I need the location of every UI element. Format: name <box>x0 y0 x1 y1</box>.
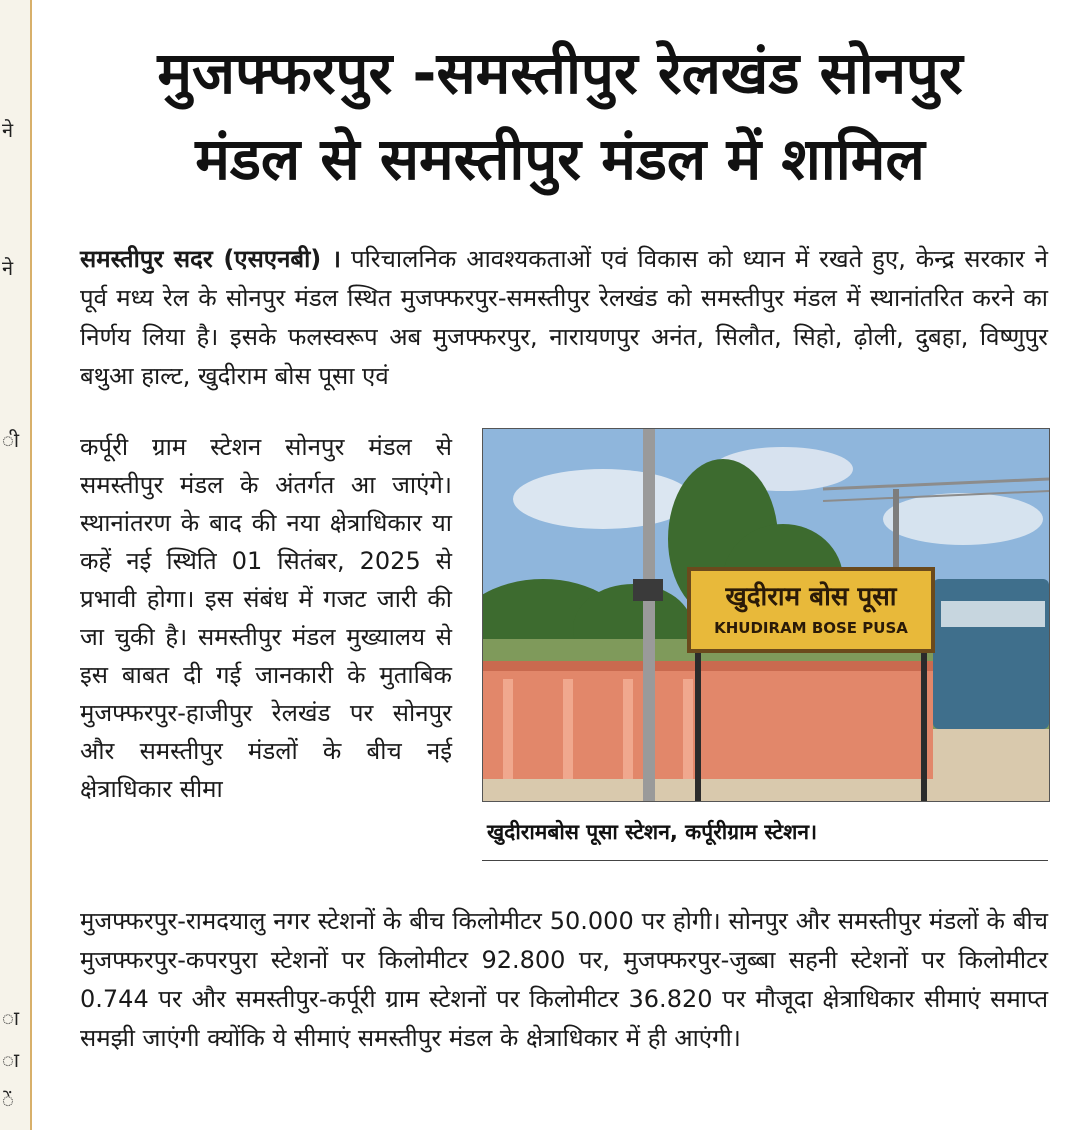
station-sign-hindi: खुदीराम बोस पूसा <box>725 582 897 612</box>
edge-fragment: ें <box>2 1088 14 1112</box>
edge-fragment: ने <box>2 118 14 142</box>
lead-text: परिचालनिक आवश्यकताओं एवं विकास को ध्यान में रखते हुए, केन्द्र सरकार ने पूर्व मध्य रेल के सोनपुर मंडल स्थित मुजफ्फरपुर-समस्तीपुर रेलखंड को समस्तीपुर मंडल में स्थानांतरित करने का निर्णय लिया है। इसके फलस्वरूप अब मुजफ्फरपुर, नारायणपुर अनंत, सिलौत, सिहो, ढ़ोली, दुबहा, विष्णुपुर बथुआ हाल्ट, खुदीराम बोस पूसा एवं <box>80 245 1048 390</box>
adjacent-column-edge <box>0 0 32 1130</box>
platform-wall <box>483 669 933 779</box>
station-photo <box>482 428 1050 802</box>
photo-caption: खुदीरामबोस पूसा स्टेशन, कर्पूरीग्राम स्टेशन। <box>487 820 818 844</box>
lamp-box <box>633 579 663 601</box>
lead-paragraph <box>80 240 1048 396</box>
station-sign-english: KHUDIRAM BOSE PUSA <box>714 619 908 637</box>
catenary-mast <box>893 489 899 579</box>
wall-pillar <box>503 679 513 779</box>
dateline: समस्तीपुर सदर (एसएनबी) । <box>80 245 342 273</box>
edge-fragment: ा <box>2 1048 20 1072</box>
wall-pillar <box>683 679 693 779</box>
wall-coping <box>483 661 933 671</box>
edge-fragment: ी <box>2 428 20 452</box>
train-windows <box>941 601 1045 627</box>
caption-rule <box>482 860 1048 861</box>
headline-line-1: मुजफ्फरपुर -समस्तीपुर रेलखंड सोनपुर <box>157 39 963 107</box>
edge-fragment: ने <box>2 256 14 280</box>
lamp-pole <box>643 429 655 801</box>
left-column-text: कर्पूरी ग्राम स्टेशन सोनपुर मंडल से समस्तीपुर मंडल के अंतर्गत आ जाएंगे। स्थानांतरण के बाद की नया क्षेत्राधिकार या कहें नई स्थिति 01 सितंबर, 2025 से प्रभावी होगा। इस संबंध में गजट जारी की जा चुकी है। समस्तीपुर मंडल मुख्यालय से इस बाबत दी गई जानकारी के मुताबिक मुजफ्फरपुर-हाजीपुर रेलखंड पर सोनपुर और समस्तीपुर मंडलों के बीच नई क्षेत्राधिकार सीमा <box>80 433 452 803</box>
edge-fragment: ा <box>2 1006 20 1030</box>
headline-line-2: मंडल से समस्तीपुर मंडल में शामिल <box>195 125 925 193</box>
wall-pillar <box>623 679 633 779</box>
closing-paragraph: मुजफ्फरपुर-रामदयालु नगर स्टेशनों के बीच किलोमीटर 50.000 पर होगी। सोनपुर और समस्तीपुर मंडलों के बीच मुजफ्फरपुर-कपरपुरा स्टेशनों पर किलोमीटर 92.800 पर, मुजफ्फरपुर-जुब्बा सहनी स्टेशनों पर किलोमीटर 0.744 पर और समस्तीपुर-कर्पूरी ग्राम स्टेशनों पर किलोमीटर 36.820 पर मौजूदा क्षेत्राधिकार सीमाएं समाप्त समझी जाएंगी क्योंकि ये सीमाएं समस्तीपुर मंडल के क्षेत्राधिकार में ही आएंगी। <box>80 907 1048 1052</box>
headline <box>50 30 1070 202</box>
wall-pillar <box>563 679 573 779</box>
cloud <box>883 493 1043 545</box>
station-photo-illustration <box>483 429 1049 801</box>
cloud <box>513 469 693 529</box>
